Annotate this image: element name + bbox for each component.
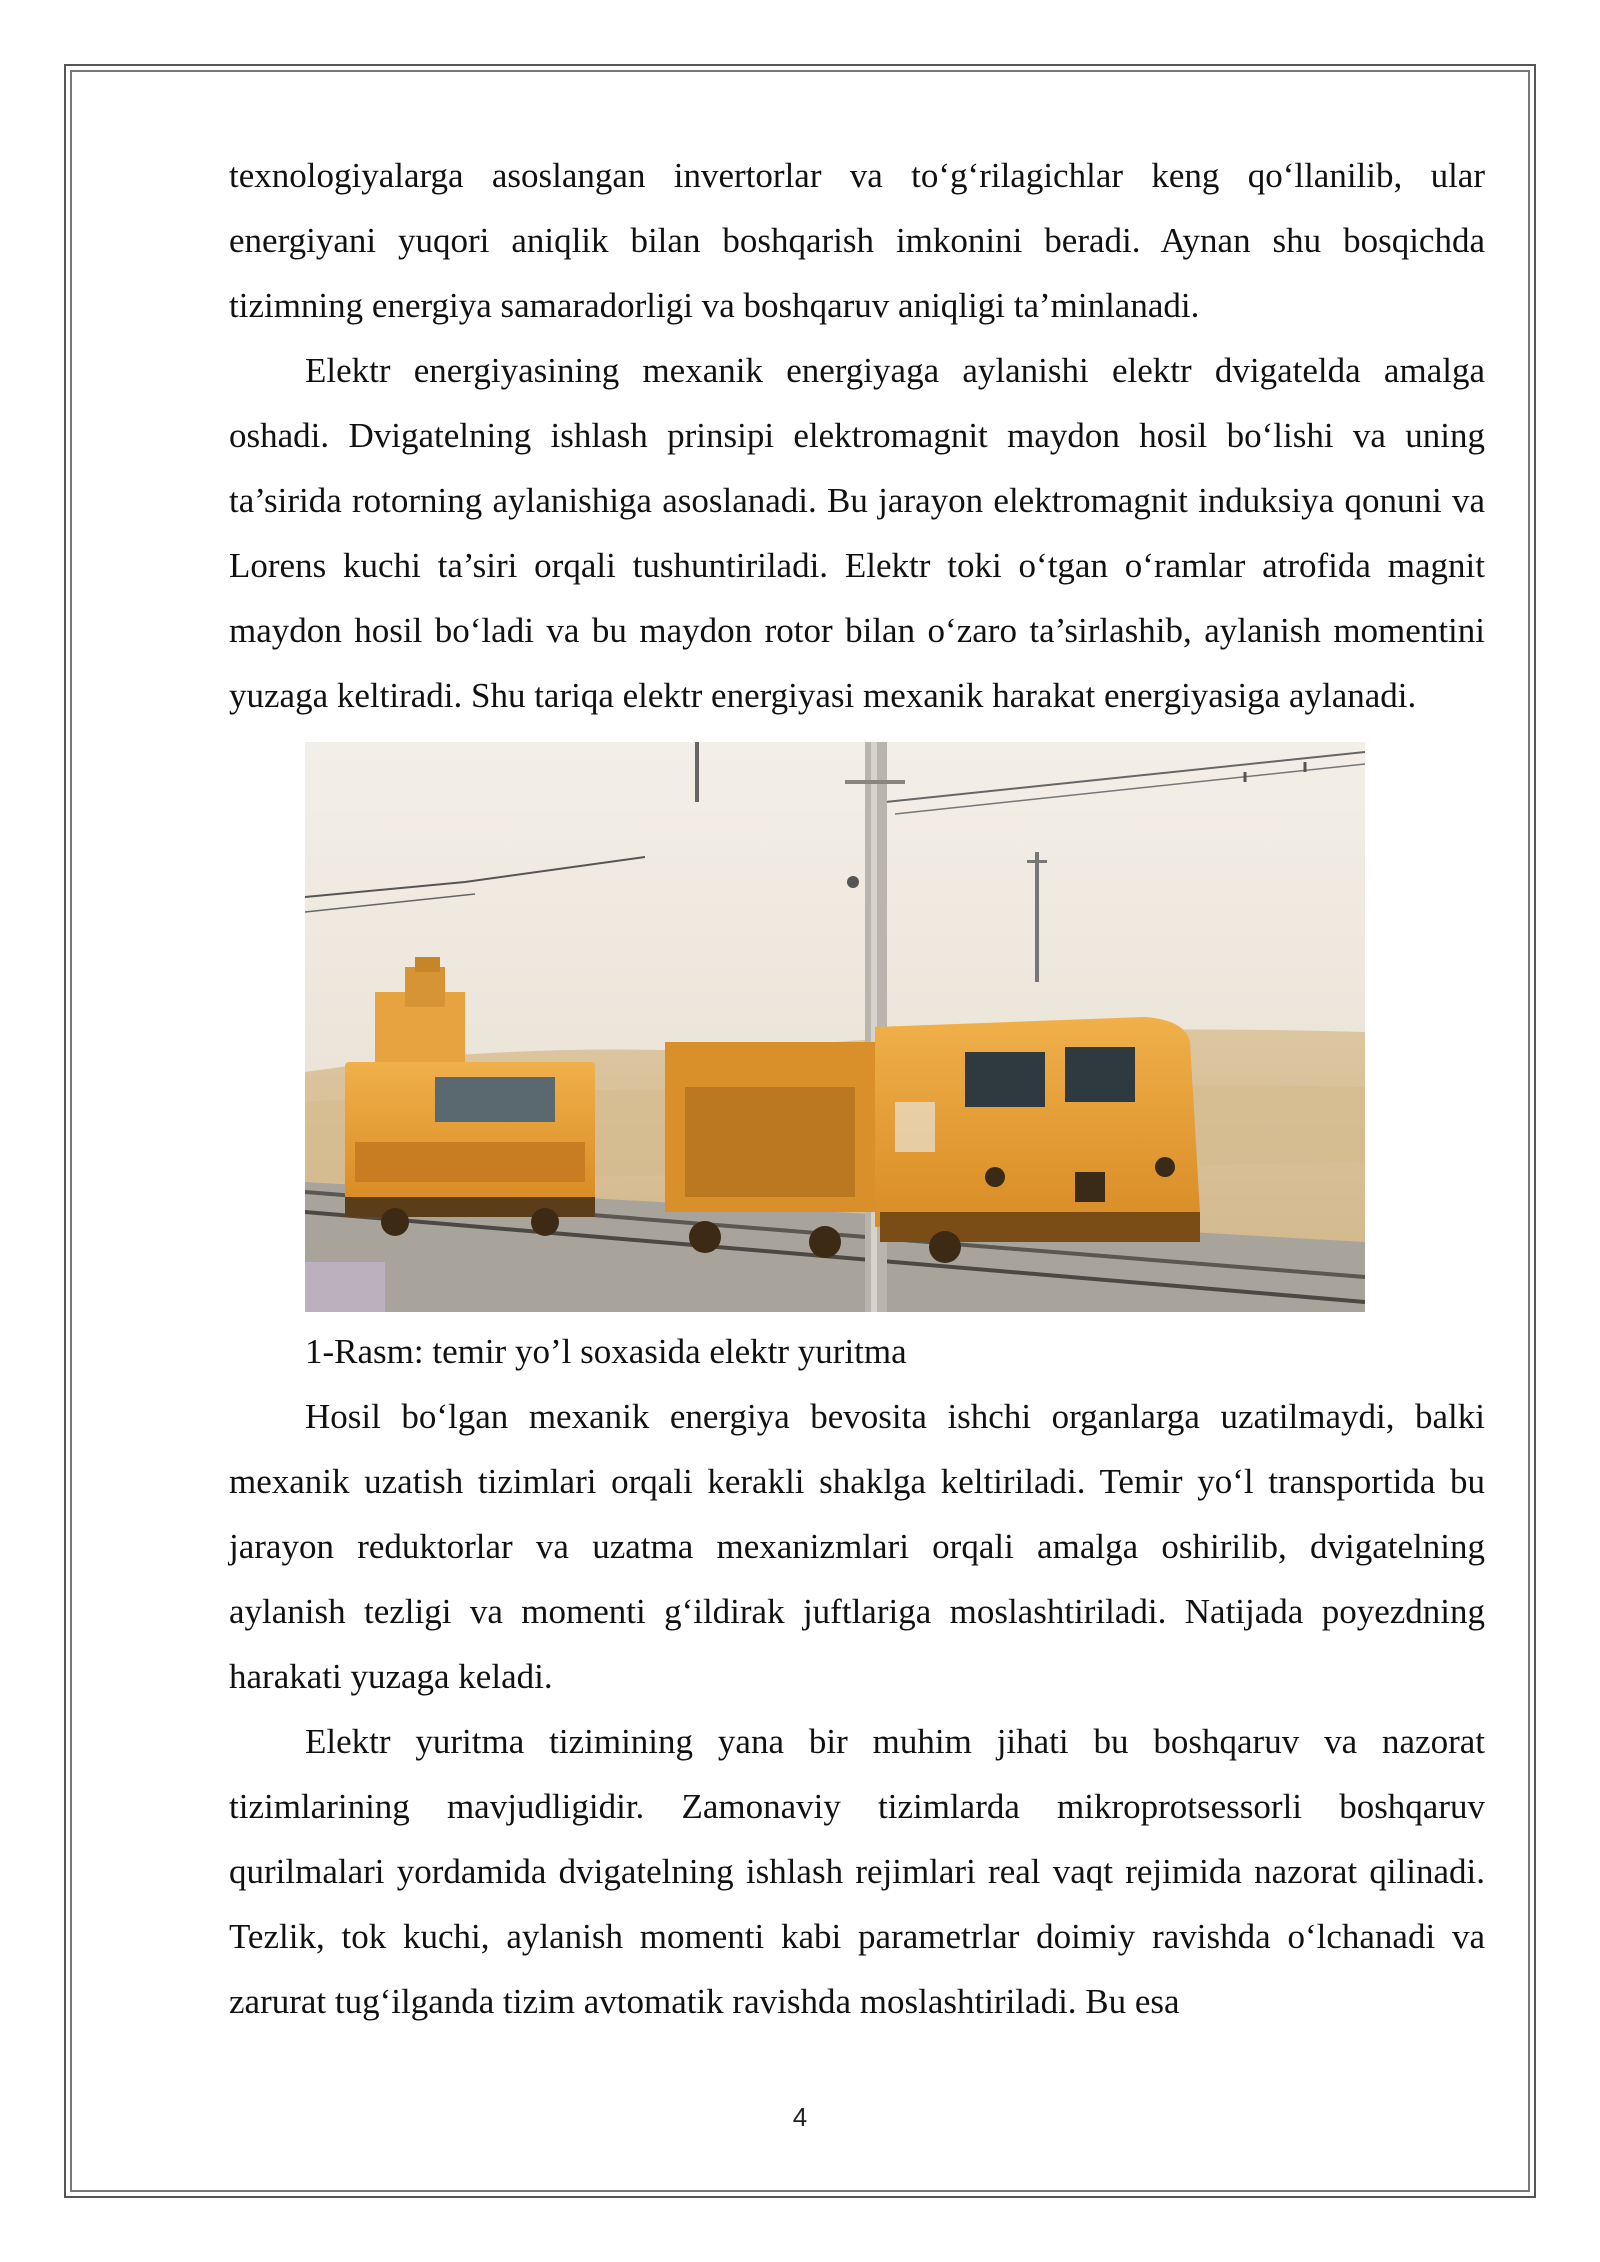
paragraph-control-systems: Elektr yuritma tizimining yana bir muhim jihati bu boshqaruv va nazorat tizimlarining mavjudligidir. Zamonaviy tizimlarda mikroprotsessorli boshqaruv qurilmalari yordamida dvigatelning ishlash rejimlari real vaqt rejimida nazorat qilinadi. Tezlik, tok kuchi, aylanish momenti kabi parametrlar doimiy ravishda o‘lchanadi va zarurat tug‘ilganda tizim avtomatik ravishda moslashtiriladi. Bu esa: [229, 1722, 1485, 2021]
railway-maintenance-vehicles-image: [305, 742, 1365, 1312]
coupler: [1075, 1172, 1105, 1202]
paragraph-energy-conversion: Elektr energiyasining mexanik energiyaga aylanishi elektr dvigatelda amalga oshadi. Dvigatelning ishlash prinsipi elektromagnit maydon hosil bo‘lishi va uning ta’sirida rotorning aylanishiga asoslanadi. Bu jarayon elektromagnit induksiya qonuni va Lorens kuchi ta’siri orqali tushuntiriladi. Elektr toki o‘tgan o‘ramlar atrofida magnit maydon hosil bo‘ladi va bu maydon rotor bilan o‘zaro ta’sirlashib, aylanish momentini yuzaga keltiradi. Shu tariqa elektr energiyasi mexanik harakat energiyasiga aylanadi.: [229, 351, 1485, 715]
distant-pole: [1035, 852, 1039, 982]
cab-window-right: [1065, 1047, 1135, 1102]
page-number: 4: [792, 2102, 808, 2132]
document-body: [229, 143, 1485, 2034]
paragraph-continuation: texnologiyalarga asoslangan invertorlar va to‘g‘rilagichlar keng qo‘llanilib, ular energiyani yuqori aniqlik bilan boshqarish imkonini beradi. Aynan shu bosqichda tizimning energiya samaradorligi va boshqaruv aniqligi ta’minlanadi.: [229, 156, 1485, 325]
figure-caption: 1-Rasm: temir yo’l soxasida elektr yuritma: [305, 1332, 907, 1371]
cab-window-left: [965, 1052, 1045, 1107]
figure-railway-electric-drive: [305, 742, 1365, 1312]
paragraph-mechanical-transmission: Hosil bo‘lgan mexanik energiya bevosita ishchi organlarga uzatilmaydi, balki mexanik uzatish tizimlari orqali kerakli shaklga keltiriladi. Temir yo‘l transportida bu jarayon reduktorlar va uzatma mexanizmlari orqali amalga oshirilib, dvigatelning aylanish tezligi va momenti g‘ildirak juftlariga moslashtiriladi. Natijada poyezdning harakati yuzaga keladi.: [229, 1397, 1485, 1696]
